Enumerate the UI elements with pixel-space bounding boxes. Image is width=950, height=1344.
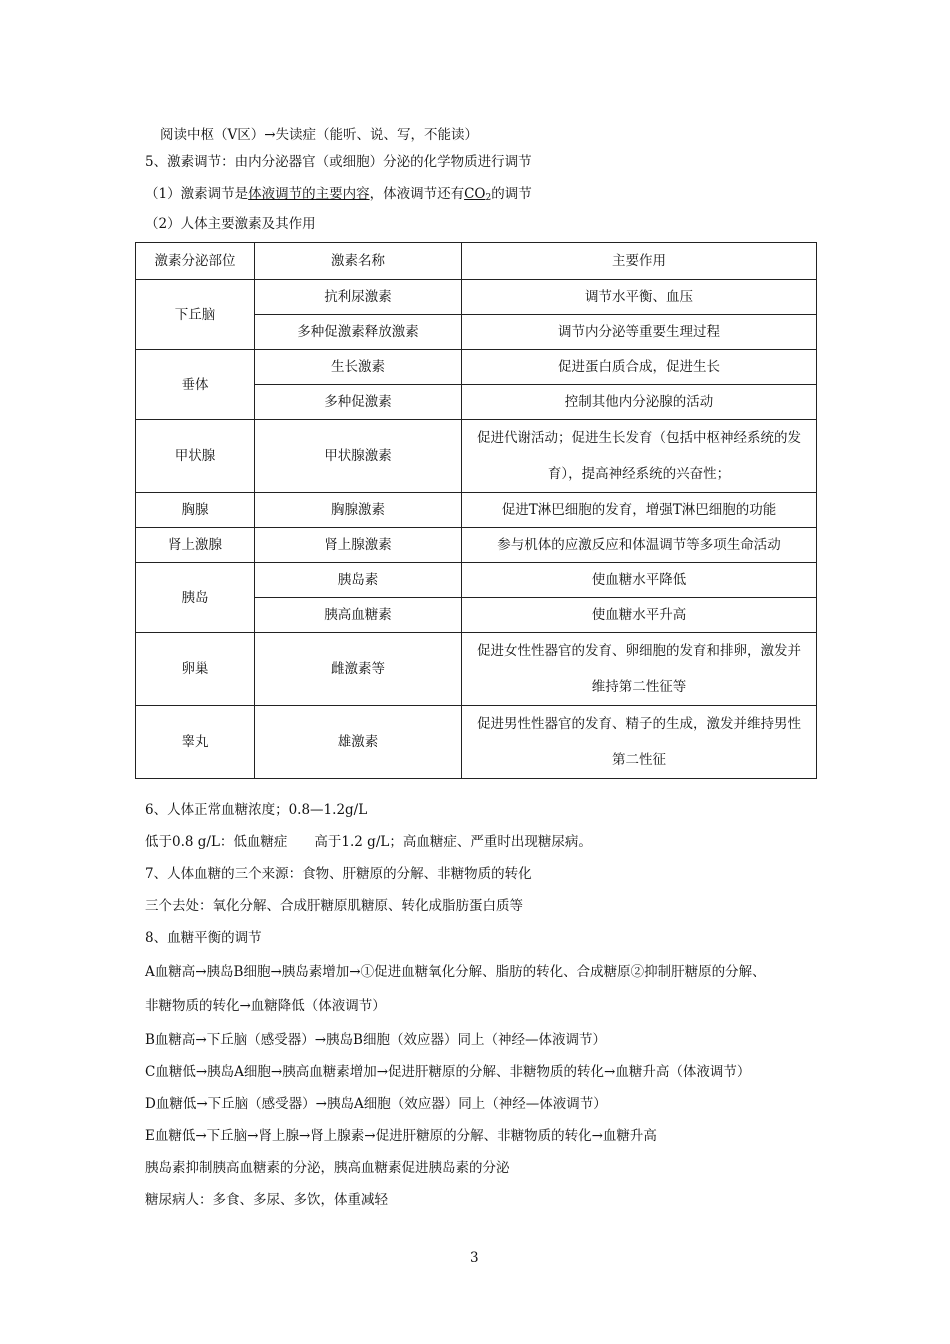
hormone-cell: 生长激素 <box>255 350 462 385</box>
effect-cell: 促进T淋巴细胞的发育，增强T淋巴细胞的功能 <box>462 493 817 528</box>
effect-cell: 使血糖水平升高 <box>462 598 817 633</box>
point-1-suffix: 的调节 <box>491 186 532 202</box>
effect-cell: 调节水平衡、血压 <box>462 280 817 315</box>
regulation-c: C血糖低→胰岛A细胞→胰高血糖素增加→促进肝糖原的分解、非糖物质的转化→血糖升高（体液调节） <box>145 1064 751 1080</box>
section-6-heading: 6、人体正常血糖浓度；0.8—1.2g/L <box>145 802 368 818</box>
blood-sugar-thresholds: 低于0.8 g/L：低血糖症 高于1.2 g/L；高血糖症、严重时出现糖尿病。 <box>145 834 592 850</box>
table-row <box>136 528 817 563</box>
site-cell: 垂体 <box>136 350 255 420</box>
effect-cell: 促进蛋白质合成，促进生长 <box>462 350 817 385</box>
regulation-d: D血糖低→下丘脑（感受器）→胰岛A细胞（效应器）同上（神经—体液调节） <box>145 1096 607 1112</box>
reading-center-line: 阅读中枢（V区）→失读症（能听、说、写，不能读） <box>160 127 479 143</box>
hormone-cell: 多种促激素释放激素 <box>255 315 462 350</box>
effect-line: 育），提高神经系统的兴奋性； <box>547 466 731 482</box>
point-1-prefix: （1）激素调节是 <box>145 186 249 202</box>
section-5-heading: 5、激素调节：由内分泌器官（或细胞）分泌的化学物质进行调节 <box>145 154 532 170</box>
effect-cell: 参与机体的应激反应和体温调节等多项生命活动 <box>462 528 817 563</box>
site-cell: 下丘脑 <box>136 280 255 350</box>
regulation-e: E血糖低→下丘脑→肾上腺→肾上腺素→促进肝糖原的分解、非糖物质的转化→血糖升高 <box>145 1128 657 1144</box>
regulation-a-line-1: A血糖高→胰岛B细胞→胰岛素增加→①促进血糖氧化分解、脂肪的转化、合成糖原②抑制肝糖原的分解、 <box>145 964 766 980</box>
hormone-table <box>135 242 817 779</box>
site-cell: 甲状腺 <box>136 420 255 493</box>
hormone-cell: 胰高血糖素 <box>255 598 462 633</box>
effect-line: 促进女性性器官的发育、卵细胞的发育和排卵，激发并 <box>477 643 801 659</box>
header-site: 激素分泌部位 <box>136 243 255 280</box>
hormone-cell: 甲状腺激素 <box>255 420 462 493</box>
site-cell: 肾上激腺 <box>136 528 255 563</box>
underlined-main-content: 体液调节的主要内容 <box>248 186 370 202</box>
insulin-glucagon-relation: 胰岛素抑制胰高血糖素的分泌，胰高血糖素促进胰岛素的分泌 <box>145 1160 510 1176</box>
blood-sugar-sinks: 三个去处：氧化分解、合成肝糖原肌糖原、转化成脂肪蛋白质等 <box>145 898 523 914</box>
effect-cell: 调节内分泌等重要生理过程 <box>462 315 817 350</box>
point-1-middle: ，体液调节还有 <box>369 186 465 202</box>
section-8-heading: 8、血糖平衡的调节 <box>145 930 262 946</box>
section-5-point-1 <box>145 184 532 208</box>
effect-line: 促进代谢活动；促进生长发育（包括中枢神经系统的发 <box>477 430 801 446</box>
co2-symbol: CO <box>464 186 486 202</box>
diabetes-symptoms: 糖尿病人：多食、多尿、多饮，体重减轻 <box>145 1192 388 1208</box>
effect-line: 维持第二性征等 <box>591 679 687 695</box>
hormone-cell: 胰岛素 <box>255 563 462 598</box>
effect-line: 第二性征 <box>612 752 666 768</box>
site-cell: 卵巢 <box>136 633 255 706</box>
table-row <box>136 350 817 385</box>
header-effect: 主要作用 <box>462 243 817 280</box>
hormone-cell: 雄激素 <box>255 706 462 779</box>
hormone-cell: 多种促激素 <box>255 385 462 420</box>
hormone-cell: 抗利尿激素 <box>255 280 462 315</box>
table-row <box>136 420 817 493</box>
table-row <box>136 706 817 779</box>
effect-cell: 使血糖水平降低 <box>462 563 817 598</box>
hormone-cell: 胸腺激素 <box>255 493 462 528</box>
section-7-heading: 7、人体血糖的三个来源：食物、肝糖原的分解、非糖物质的转化 <box>145 866 532 882</box>
hormone-cell: 肾上腺激素 <box>255 528 462 563</box>
table-row <box>136 633 817 706</box>
regulation-b: B血糖高→下丘脑（感受器）→胰岛B细胞（效应器）同上（神经—体液调节） <box>145 1032 606 1048</box>
effect-cell <box>462 420 817 493</box>
table-row <box>136 280 817 315</box>
site-cell: 睾丸 <box>136 706 255 779</box>
co2-subscript: 2 <box>485 193 492 203</box>
table-row <box>136 563 817 598</box>
table-row <box>136 493 817 528</box>
section-5-point-2: （2）人体主要激素及其作用 <box>145 216 316 232</box>
co2-underlined <box>464 186 491 202</box>
hormone-cell: 雌激素等 <box>255 633 462 706</box>
site-cell: 胰岛 <box>136 563 255 633</box>
effect-line: 促进男性性器官的发育、精子的生成，激发并维持男性 <box>477 716 801 732</box>
page-number: 3 <box>470 1250 479 1266</box>
table-header-row <box>136 243 817 280</box>
effect-cell <box>462 706 817 779</box>
effect-cell: 控制其他内分泌腺的活动 <box>462 385 817 420</box>
site-cell: 胸腺 <box>136 493 255 528</box>
header-hormone: 激素名称 <box>255 243 462 280</box>
regulation-a-line-2: 非糖物质的转化→血糖降低（体液调节） <box>145 998 386 1014</box>
effect-cell <box>462 633 817 706</box>
